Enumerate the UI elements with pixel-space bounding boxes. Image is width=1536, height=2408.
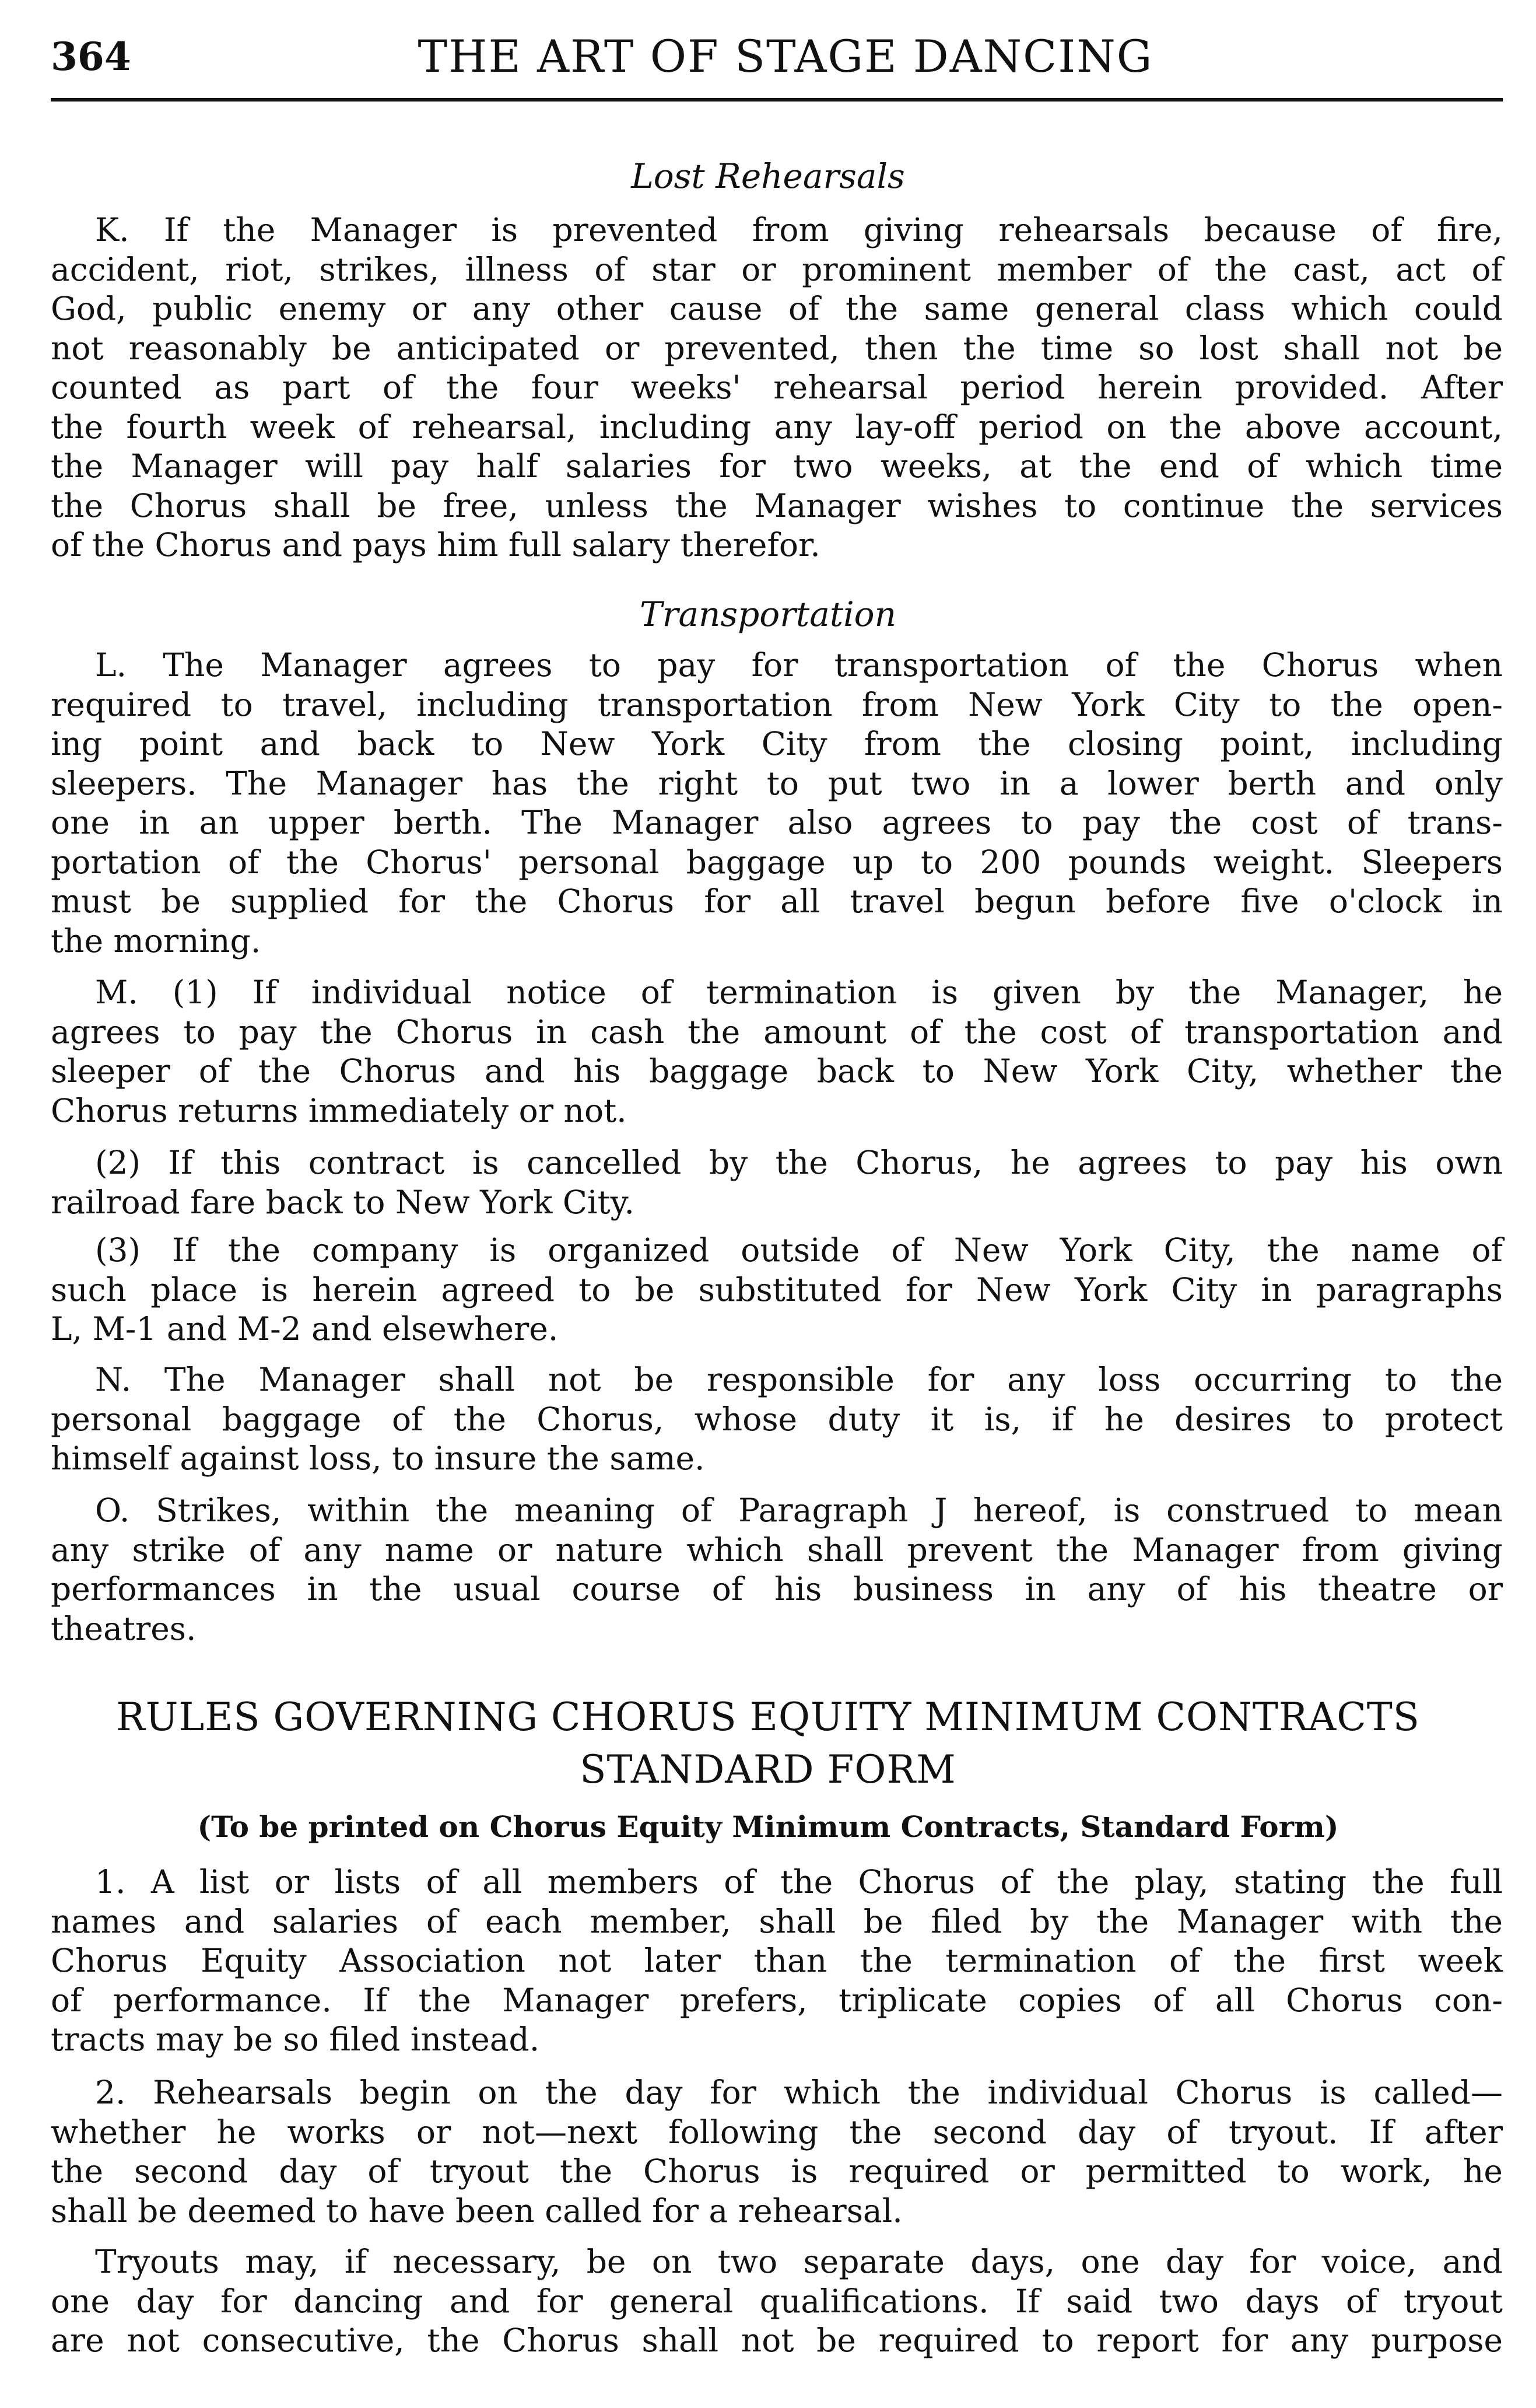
text-line: the Manager will pay half salaries for two weeks, at the end of which time <box>51 447 1503 485</box>
section-heading-transportation: Transportation <box>640 594 896 634</box>
rules-heading-line-2: STANDARD FORM <box>580 1747 956 1792</box>
text-line: himself against loss, to insure the same. <box>51 1440 705 1477</box>
rules-note: (To be printed on Chorus Equity Minimum Contracts, Standard Form) <box>197 1810 1339 1844</box>
text-line: M. (1) If individual notice of termination is given by the Manager, he <box>95 974 1503 1011</box>
text-line: L. The Manager agrees to pay for transportation of the Chorus when <box>95 646 1503 684</box>
text-line: of performance. If the Manager prefers, triplicate copies of all Chorus con- <box>51 1981 1503 2019</box>
text-line: 2. Rehearsals begin on the day for which the individual Chorus is called— <box>95 2074 1503 2111</box>
text-line: sleepers. The Manager has the right to put two in a lower berth and only <box>51 764 1503 802</box>
paragraph-l <box>51 646 1503 961</box>
text-line: agrees to pay the Chorus in cash the amount of the cost of transportation and <box>51 1013 1503 1051</box>
paragraph-o <box>51 1491 1503 1648</box>
text-line: not reasonably be anticipated or prevented, then the time so lost shall not be <box>51 329 1503 367</box>
text-line: theatres. <box>51 1609 197 1647</box>
tryouts-paragraph <box>51 2242 1503 2361</box>
text-line: are not consecutive, the Chorus shall not be required to report for any purpose <box>51 2322 1503 2359</box>
text-line: of the Chorus and pays him full salary therefor. <box>51 526 820 564</box>
text-line: O. Strikes, within the meaning of Paragraph J hereof, is construed to mean <box>95 1492 1503 1529</box>
rule-1 <box>51 1863 1503 2060</box>
text-line: (2) If this contract is cancelled by the Chorus, he agrees to pay his own <box>95 1144 1503 1181</box>
text-line: Chorus returns immediately or not. <box>51 1091 627 1129</box>
page-number: 364 <box>51 34 131 79</box>
text-line: any strike of any name or nature which shall prevent the Manager from giving <box>51 1531 1503 1569</box>
text-line: the fourth week of rehearsal, including any lay-off period on the above account, <box>51 408 1503 446</box>
text-line: Chorus Equity Association not later than the termination of the first week <box>51 1942 1503 1979</box>
text-line: the morning. <box>51 922 261 960</box>
text-line: names and salaries of each member, shall be filed by the Manager with the <box>51 1902 1503 1940</box>
text-line: personal baggage of the Chorus, whose duty it is, if he desires to protect <box>51 1400 1503 1438</box>
text-line: N. The Manager shall not be responsible for any loss occurring to the <box>95 1361 1503 1398</box>
paragraph-m3 <box>51 1231 1503 1349</box>
text-line: the Chorus shall be free, unless the Manager wishes to continue the services <box>51 487 1503 524</box>
text-line: such place is herein agreed to be substituted for New York City in paragraphs <box>51 1270 1503 1308</box>
text-line: the second day of tryout the Chorus is required or permitted to work, he <box>51 2152 1503 2190</box>
section-heading-lost-rehearsals: Lost Rehearsals <box>631 156 905 196</box>
text-line: God, public enemy or any other cause of the same general class which could <box>51 290 1503 327</box>
text-line: 1. A list or lists of all members of the Chorus of the play, stating the full <box>95 1863 1503 1901</box>
paragraph-n <box>51 1360 1503 1479</box>
text-line: portation of the Chorus' personal baggage up to 200 pounds weight. Sleepers <box>51 843 1503 881</box>
paragraph-m1 <box>51 973 1503 1130</box>
text-line: required to travel, including transportation from New York City to the open- <box>51 685 1503 723</box>
text-line: ing point and back to New York City from the closing point, including <box>51 725 1503 762</box>
rules-heading-line-1: RULES GOVERNING CHORUS EQUITY MINIMUM CONTRACTS <box>116 1695 1420 1740</box>
text-line: Tryouts may, if necessary, be on two separate days, one day for voice, and <box>95 2243 1503 2280</box>
text-line: must be supplied for the Chorus for all travel begun before five o'clock in <box>51 883 1503 920</box>
text-line: whether he works or not—next following the second day of tryout. If after <box>51 2113 1503 2151</box>
text-line: (3) If the company is organized outside of New York City, the name of <box>95 1231 1503 1269</box>
text-line: K. If the Manager is prevented from giving rehearsals because of fire, <box>95 211 1503 249</box>
text-line: railroad fare back to New York City. <box>51 1183 634 1221</box>
text-line: shall be deemed to have been called for a rehearsal. <box>51 2192 903 2230</box>
paragraph-m2 <box>51 1143 1503 1222</box>
text-line: counted as part of the four weeks' rehearsal period herein provided. After <box>51 369 1503 406</box>
text-line: performances in the usual course of his business in any of his theatre or <box>51 1570 1503 1608</box>
paragraph-k <box>51 211 1503 565</box>
text-line: tracts may be so filed instead. <box>51 2021 540 2058</box>
running-title: THE ART OF STAGE DANCING <box>418 30 1153 82</box>
rule-2 <box>51 2073 1503 2231</box>
text-line: one in an upper berth. The Manager also agrees to pay the cost of trans- <box>51 804 1503 841</box>
text-line: sleeper of the Chorus and his baggage back to New York City, whether the <box>51 1052 1503 1090</box>
header-rule <box>51 98 1503 102</box>
text-line: one day for dancing and for general qualifications. If said two days of tryout <box>51 2282 1503 2320</box>
text-line: L, M-1 and M-2 and elsewhere. <box>51 1310 559 1348</box>
text-line: accident, riot, strikes, illness of star or prominent member of the cast, act of <box>51 250 1503 288</box>
